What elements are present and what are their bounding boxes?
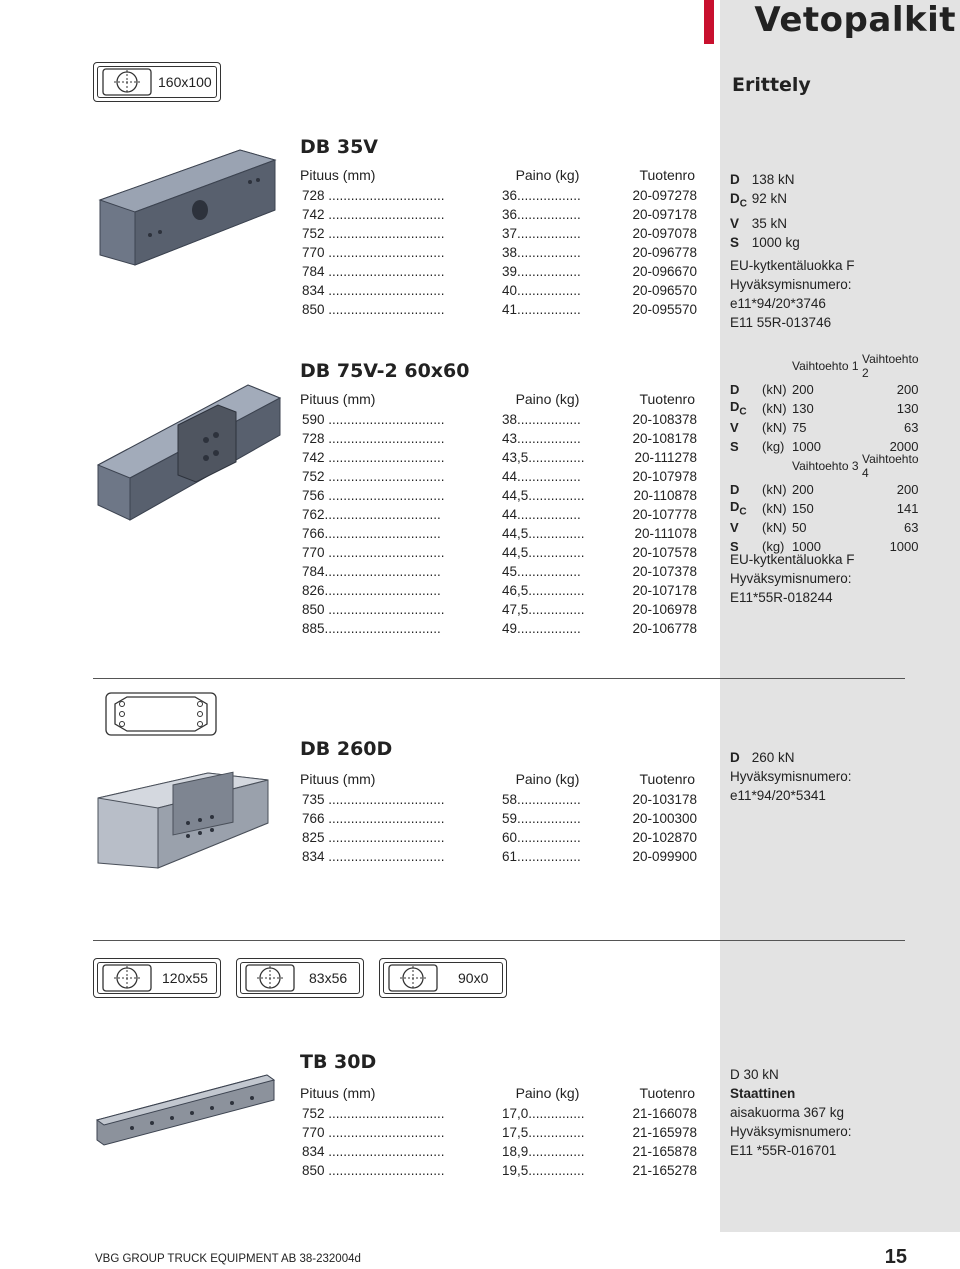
length-cell: 728 ............................... xyxy=(302,431,445,446)
table-row xyxy=(302,1161,697,1180)
part-number-cell: 20-095570 xyxy=(632,302,697,317)
variant-value: 50 xyxy=(792,520,807,535)
variant-value: 130 xyxy=(792,401,814,416)
spec-line: E11 *55R-016701 xyxy=(730,1143,837,1158)
note-line: e11*94/20*3746 xyxy=(730,295,826,311)
weight-cell: 36................. xyxy=(502,207,581,222)
part-number-cell: 20-099900 xyxy=(632,849,697,864)
table-row xyxy=(302,600,697,619)
spec-value: 1000 kg xyxy=(748,234,800,250)
table-row xyxy=(302,562,697,581)
length-cell: 834 ............................... xyxy=(302,1144,445,1159)
spec-value: 92 kN xyxy=(748,191,788,206)
length-cell: 728 ............................... xyxy=(302,188,445,203)
variant-value: 1000 xyxy=(792,539,821,554)
variant-header: Vaihtoehto 3 xyxy=(792,459,859,473)
table-row xyxy=(302,581,697,600)
length-cell: 752 ............................... xyxy=(302,469,445,484)
note-line: E11 55R-013746 xyxy=(730,314,832,330)
variant-symbol: V xyxy=(730,420,739,435)
variant-value: 63 xyxy=(904,420,919,435)
db35v-product-image xyxy=(90,140,285,280)
length-cell: 834 ............................... xyxy=(302,849,445,864)
weight-cell: 17,0............... xyxy=(502,1106,585,1121)
length-cell: 850 ............................... xyxy=(302,302,445,317)
table-header: Pituus (mm) Paino (kg) Tuotenro xyxy=(300,1085,695,1101)
table-header: Pituus (mm) Paino (kg) Tuotenro xyxy=(300,391,695,407)
tb30d-product-image xyxy=(92,1070,282,1150)
plate-pattern-icon xyxy=(105,692,217,736)
variant-symbol: D xyxy=(730,382,740,397)
weight-cell: 18,9............... xyxy=(502,1144,585,1159)
weight-cell: 39................. xyxy=(502,264,581,279)
product-table xyxy=(302,1104,697,1180)
product-table xyxy=(302,186,697,319)
table-row xyxy=(302,205,697,224)
length-cell: 784 ............................... xyxy=(302,264,445,279)
length-cell: 770 ............................... xyxy=(302,545,445,560)
weight-cell: 59................. xyxy=(502,811,581,826)
db75v-product-image xyxy=(88,370,288,530)
variant-value: 200 xyxy=(792,382,814,397)
size-label: 90x0 xyxy=(458,970,489,986)
size-box-83x56 xyxy=(236,958,364,998)
variant-unit: (kg) xyxy=(762,439,785,454)
part-number-cell: 20-108178 xyxy=(632,431,697,446)
spec-value: 138 kN xyxy=(748,172,795,187)
part-number-cell: 20-106778 xyxy=(632,621,697,636)
weight-cell: 43................. xyxy=(502,431,581,446)
length-cell: 834 ............................... xyxy=(302,283,445,298)
table-row xyxy=(302,1142,697,1161)
variant-symbol: D xyxy=(730,482,740,497)
spec-line: aisakuorma 367 kg xyxy=(730,1105,845,1120)
spec-list xyxy=(730,748,852,805)
variant-value: 200 xyxy=(896,482,919,497)
variant-unit: (kg) xyxy=(762,539,785,554)
weight-cell: 38................. xyxy=(502,245,581,260)
table-row xyxy=(302,1123,697,1142)
page-number: 15 xyxy=(884,1246,907,1268)
part-number-cell: 20-111278 xyxy=(634,450,697,465)
part-number-cell: 21-165278 xyxy=(632,1163,697,1178)
size-box-90x0 xyxy=(379,958,507,998)
table-row xyxy=(302,262,697,281)
variant-header: Vaihtoehto 2 xyxy=(862,352,919,380)
part-number-cell: 20-107578 xyxy=(632,545,697,560)
part-number-cell: 20-107978 xyxy=(632,469,697,484)
part-number-cell: 20-097078 xyxy=(632,226,697,241)
table-row xyxy=(302,410,697,429)
note-line: Hyväksymisnumero: xyxy=(730,276,852,292)
weight-cell: 38................. xyxy=(502,412,581,427)
variant-header: Vaihtoehto 4 xyxy=(862,452,919,480)
size-box-120x55 xyxy=(93,958,221,998)
page-title: Vetopalkit xyxy=(754,0,956,40)
table-row xyxy=(302,543,697,562)
part-number-cell: 20-111078 xyxy=(634,526,697,541)
spec-item: D 260 kN xyxy=(730,750,795,765)
weight-cell: 41................. xyxy=(502,302,581,317)
length-cell: 590 ............................... xyxy=(302,412,445,427)
part-number-cell: 20-107778 xyxy=(632,507,697,522)
part-number-cell: 20-106978 xyxy=(632,602,697,617)
part-number-cell: 20-097278 xyxy=(632,188,697,203)
variant-unit: (kN) xyxy=(762,482,787,497)
note-line: E11*55R-018244 xyxy=(730,590,833,605)
weight-cell: 49................. xyxy=(502,621,581,636)
weight-cell: 60................. xyxy=(502,830,581,845)
mount-pattern-icon xyxy=(102,68,152,96)
note-line: e11*94/20*5341 xyxy=(730,788,826,803)
product-title: DB 260D xyxy=(300,738,393,760)
length-cell: 885............................... xyxy=(302,621,441,636)
variant-value: 200 xyxy=(792,482,814,497)
product-title: DB 75V-2 60x60 xyxy=(300,360,470,382)
variant-unit: (kN) xyxy=(762,420,787,435)
variant-header: Vaihtoehto 1 xyxy=(792,359,859,373)
note-line: EU-kytkentäluokka F xyxy=(730,257,855,273)
variant-symbol: S xyxy=(730,539,739,554)
variant-value: 141 xyxy=(896,501,919,516)
table-row xyxy=(302,1104,697,1123)
length-cell: 850 ............................... xyxy=(302,1163,445,1178)
length-cell: 735 ............................... xyxy=(302,792,445,807)
table-header: Pituus (mm) Paino (kg) Tuotenro xyxy=(300,167,695,183)
table-row xyxy=(302,300,697,319)
weight-cell: 44,5............... xyxy=(502,545,585,560)
table-row xyxy=(302,429,697,448)
spec-value: 260 kN xyxy=(748,750,795,765)
part-number-cell: 20-096778 xyxy=(632,245,697,260)
length-cell: 770 ............................... xyxy=(302,245,445,260)
table-row xyxy=(302,486,697,505)
weight-cell: 44,5............... xyxy=(502,526,585,541)
length-cell: 766 ............................... xyxy=(302,811,445,826)
length-cell: 850 ............................... xyxy=(302,602,445,617)
weight-cell: 40................. xyxy=(502,283,581,298)
table-row xyxy=(302,505,697,524)
part-number-cell: 20-096670 xyxy=(632,264,697,279)
table-row xyxy=(302,524,697,543)
length-cell: 742 ............................... xyxy=(302,450,445,465)
spec-line: Staattinen xyxy=(730,1086,796,1101)
section-label: Erittely xyxy=(732,74,811,96)
variant-value: 2000 xyxy=(889,439,919,454)
weight-cell: 37................. xyxy=(502,226,581,241)
weight-cell: 44................. xyxy=(502,507,581,522)
length-cell: 766............................... xyxy=(302,526,441,541)
table-row xyxy=(302,186,697,205)
spec-list xyxy=(730,170,855,332)
weight-cell: 36................. xyxy=(502,188,581,203)
variant-unit: (kN) xyxy=(762,401,787,416)
table-header: Pituus (mm) Paino (kg) Tuotenro xyxy=(300,771,695,787)
part-number-cell: 20-096570 xyxy=(632,283,697,298)
weight-cell: 45................. xyxy=(502,564,581,579)
length-cell: 742 ............................... xyxy=(302,207,445,222)
table-row xyxy=(302,224,697,243)
variant-unit: (kN) xyxy=(762,382,787,397)
variant-value: 75 xyxy=(792,420,807,435)
part-number-cell: 20-110878 xyxy=(633,488,697,503)
spec-item: V 35 kN xyxy=(730,215,788,231)
table-row xyxy=(302,828,697,847)
length-cell: 756 ............................... xyxy=(302,488,445,503)
product-title: DB 35V xyxy=(300,136,379,158)
length-cell: 752 ............................... xyxy=(302,226,445,241)
note-line: EU-kytkentäluokka F xyxy=(730,552,855,567)
spec-value: 35 kN xyxy=(748,215,788,231)
table-row xyxy=(302,619,697,638)
product-table xyxy=(302,790,697,866)
size-label: 83x56 xyxy=(309,970,348,986)
weight-cell: 58................. xyxy=(502,792,581,807)
length-cell: 825 ............................... xyxy=(302,830,445,845)
divider xyxy=(93,678,905,679)
variant-value: 150 xyxy=(792,501,814,516)
spec-item: S 1000 kg xyxy=(730,234,800,250)
variant-table-2 xyxy=(730,452,919,556)
length-cell: 784............................... xyxy=(302,564,441,579)
db260d-product-image xyxy=(88,768,278,878)
variant-unit: (kN) xyxy=(762,501,787,516)
divider xyxy=(93,940,905,941)
variant-table-1 xyxy=(730,352,919,456)
length-cell: 770 ............................... xyxy=(302,1125,445,1140)
size-label: 120x55 xyxy=(162,970,208,986)
note-line: Hyväksymisnumero: xyxy=(730,769,852,784)
table-row xyxy=(302,281,697,300)
part-number-cell: 20-097178 xyxy=(632,207,697,222)
approval-notes xyxy=(730,550,855,607)
spec-line: D 30 kN xyxy=(730,1067,779,1082)
size-label: 160x100 xyxy=(158,74,212,90)
variant-value: 200 xyxy=(896,382,919,397)
part-number-cell: 20-103178 xyxy=(632,792,697,807)
spec-item: $D_C$ 92 kN xyxy=(730,191,788,210)
weight-cell: 19,5............... xyxy=(502,1163,585,1178)
product-title: TB 30D xyxy=(300,1051,377,1073)
weight-cell: 44................. xyxy=(502,469,581,484)
table-row xyxy=(302,790,697,809)
mount-pattern-icon xyxy=(102,964,152,992)
length-cell: 826............................... xyxy=(302,583,441,598)
weight-cell: 61................. xyxy=(502,849,581,864)
table-row xyxy=(302,847,697,866)
variant-value: 1000 xyxy=(889,539,919,554)
variant-symbol: V xyxy=(730,520,739,535)
variant-unit: (kN) xyxy=(762,520,787,535)
note-line: Hyväksymisnumero: xyxy=(730,571,852,586)
product-table xyxy=(302,410,697,638)
spec-item: D 138 kN xyxy=(730,172,795,187)
weight-cell: 47,5............... xyxy=(502,602,585,617)
part-number-cell: 21-166078 xyxy=(632,1106,697,1121)
footer-text: VBG GROUP TRUCK EQUIPMENT AB 38-232004d xyxy=(95,1253,361,1265)
part-number-cell: 20-108378 xyxy=(632,412,697,427)
weight-cell: 46,5............... xyxy=(502,583,585,598)
spec-list xyxy=(730,1065,852,1160)
mount-pattern-icon xyxy=(245,964,295,992)
part-number-cell: 21-165878 xyxy=(632,1144,697,1159)
weight-cell: 44,5............... xyxy=(502,488,585,503)
spec-line: Hyväksymisnumero: xyxy=(730,1124,852,1139)
variant-value: 1000 xyxy=(792,439,821,454)
weight-cell: 17,5............... xyxy=(502,1125,585,1140)
table-row xyxy=(302,448,697,467)
table-row xyxy=(302,809,697,828)
part-number-cell: 20-107178 xyxy=(632,583,697,598)
table-row xyxy=(302,243,697,262)
part-number-cell: 20-100300 xyxy=(632,811,697,826)
part-number-cell: 21-165978 xyxy=(632,1125,697,1140)
variant-value: 130 xyxy=(896,401,919,416)
table-row xyxy=(302,467,697,486)
length-cell: 752 ............................... xyxy=(302,1106,445,1121)
weight-cell: 43,5............... xyxy=(502,450,585,465)
part-number-cell: 20-102870 xyxy=(632,830,697,845)
part-number-cell: 20-107378 xyxy=(632,564,697,579)
variant-symbol: $D_C$ xyxy=(730,399,747,418)
variant-symbol: S xyxy=(730,439,739,454)
variant-value: 63 xyxy=(904,520,919,535)
variant-symbol: $D_C$ xyxy=(730,499,747,518)
mount-pattern-icon xyxy=(388,964,438,992)
size-box-160x100 xyxy=(93,62,221,102)
length-cell: 762............................... xyxy=(302,507,441,522)
